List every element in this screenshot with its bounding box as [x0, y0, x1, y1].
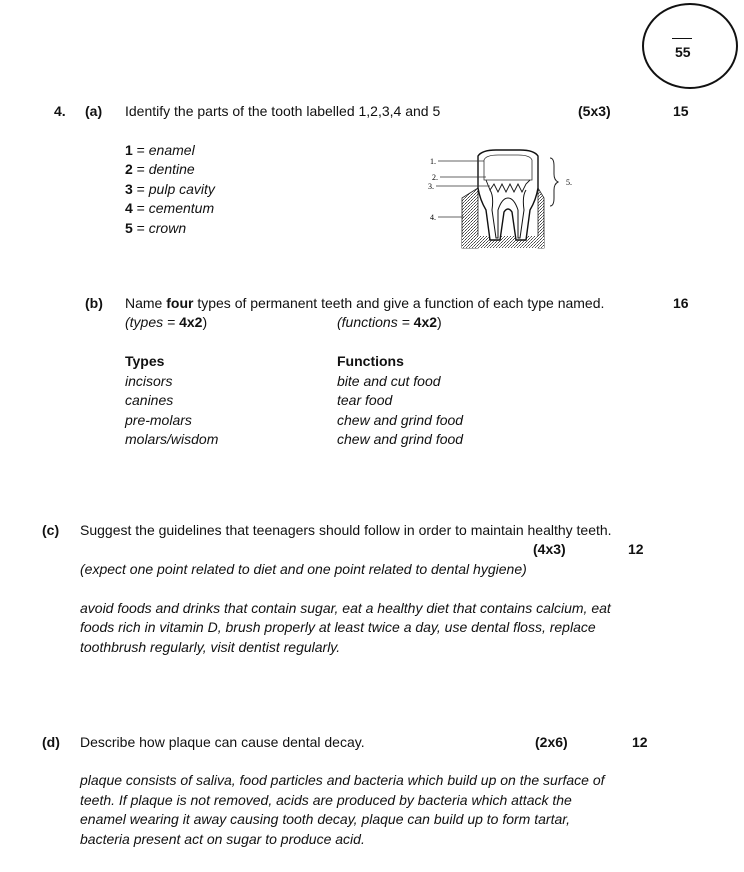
answer-line [125, 200, 214, 216]
part-d-total: 12 [632, 734, 648, 750]
answer-text: cementum [148, 200, 215, 216]
functions-note-post: ) [437, 314, 442, 330]
tooth-type: molars/wisdom [125, 431, 219, 447]
answer-line: avoid foods and drinks that contain sugar, eat a healthy diet that contains calcium, eat [80, 600, 611, 616]
tooth-diagram [420, 140, 580, 255]
answer-number: 2 [125, 161, 133, 177]
tooth-type: pre-molars [125, 412, 192, 428]
part-a-marks: (5x3) [578, 103, 611, 119]
answer-line [125, 161, 195, 177]
answer-sep: = [132, 161, 149, 177]
part-c-note: (expect one point related to diet and one point related to dental hygiene) [80, 561, 527, 577]
part-b-question-post: types of permanent teeth and give a function of each type named. [193, 295, 605, 311]
types-column-header: Types [125, 353, 165, 369]
answer-text: crown [148, 220, 187, 236]
part-a-total: 15 [673, 103, 689, 119]
part-d-label: (d) [42, 734, 60, 750]
part-a-label: (a) [85, 103, 103, 119]
types-note-post: ) [202, 314, 208, 330]
tooth-function: bite and cut food [337, 373, 441, 389]
answer-sep: = [132, 181, 149, 197]
answer-number: 1 [125, 142, 133, 158]
answer-text: enamel [148, 142, 195, 158]
tooth-type: canines [125, 392, 174, 408]
part-c-total: 12 [628, 541, 644, 557]
part-d-marks: (2x6) [535, 734, 568, 750]
tooth-function: chew and grind food [337, 412, 464, 428]
answer-sep: = [132, 142, 149, 158]
answer-line: plaque consists of saliva, food particles and bacteria which build up on the surface of [80, 772, 605, 788]
answer-line: enamel wearing it away causing tooth decay, plaque can build up to form tartar, [80, 811, 571, 827]
part-b-question-pre: Name [125, 295, 167, 311]
tooth-function: chew and grind food [337, 431, 464, 447]
question-number: 4. [54, 103, 66, 119]
part-b-question [125, 295, 604, 311]
part-d-question: Describe how plaque can cause dental decay. [80, 734, 365, 750]
part-b-question-bold: four [166, 295, 194, 311]
part-a-question: Identify the parts of the tooth labelled 1,2,3,4 and 5 [125, 103, 441, 119]
diagram-label-1: 1. [430, 157, 436, 166]
answer-number: 3 [125, 181, 133, 197]
part-c-marks: (4x3) [533, 541, 566, 557]
functions-column-header: Functions [337, 353, 404, 369]
answer-text: dentine [148, 161, 195, 177]
part-b-total: 16 [673, 295, 689, 311]
diagram-label-3: 3. [428, 182, 434, 191]
answer-sep: = [132, 200, 149, 216]
types-note-bold: 4x2 [179, 314, 203, 330]
answer-line: teeth. If plaque is not removed, acids are produced by bacteria which attack the [80, 792, 572, 808]
answer-line [125, 181, 215, 197]
diagram-label-2: 2. [432, 173, 438, 182]
answer-line [125, 142, 195, 158]
diagram-label-5: 5. [566, 178, 572, 187]
part-c-label: (c) [42, 522, 60, 538]
answer-line [125, 220, 186, 236]
types-note-pre: (types = [125, 314, 180, 330]
answer-sep: = [132, 220, 149, 236]
score-total: 55 [675, 44, 691, 60]
answer-line: toothbrush regularly, visit dentist regularly. [80, 639, 341, 655]
diagram-label-4: 4. [430, 213, 436, 222]
answer-line: foods rich in vitamin D, brush properly at least twice a day, use dental floss, replace [80, 619, 596, 635]
functions-marks-note [337, 314, 442, 330]
answer-number: 5 [125, 220, 133, 236]
functions-note-pre: (functions = [337, 314, 414, 330]
tooth-type: incisors [125, 373, 173, 389]
functions-note-bold: 4x2 [413, 314, 438, 330]
tooth [478, 150, 538, 240]
answer-line: bacteria present act on sugar to produce acid. [80, 831, 365, 847]
part-b-label: (b) [85, 295, 103, 311]
tooth-function: tear food [337, 392, 393, 408]
answer-text: pulp cavity [148, 181, 215, 197]
part-c-question: Suggest the guidelines that teenagers should follow in order to maintain healthy teeth. [80, 522, 612, 538]
score-blank-line [672, 38, 692, 39]
types-marks-note [125, 314, 207, 330]
answer-number: 4 [125, 200, 133, 216]
